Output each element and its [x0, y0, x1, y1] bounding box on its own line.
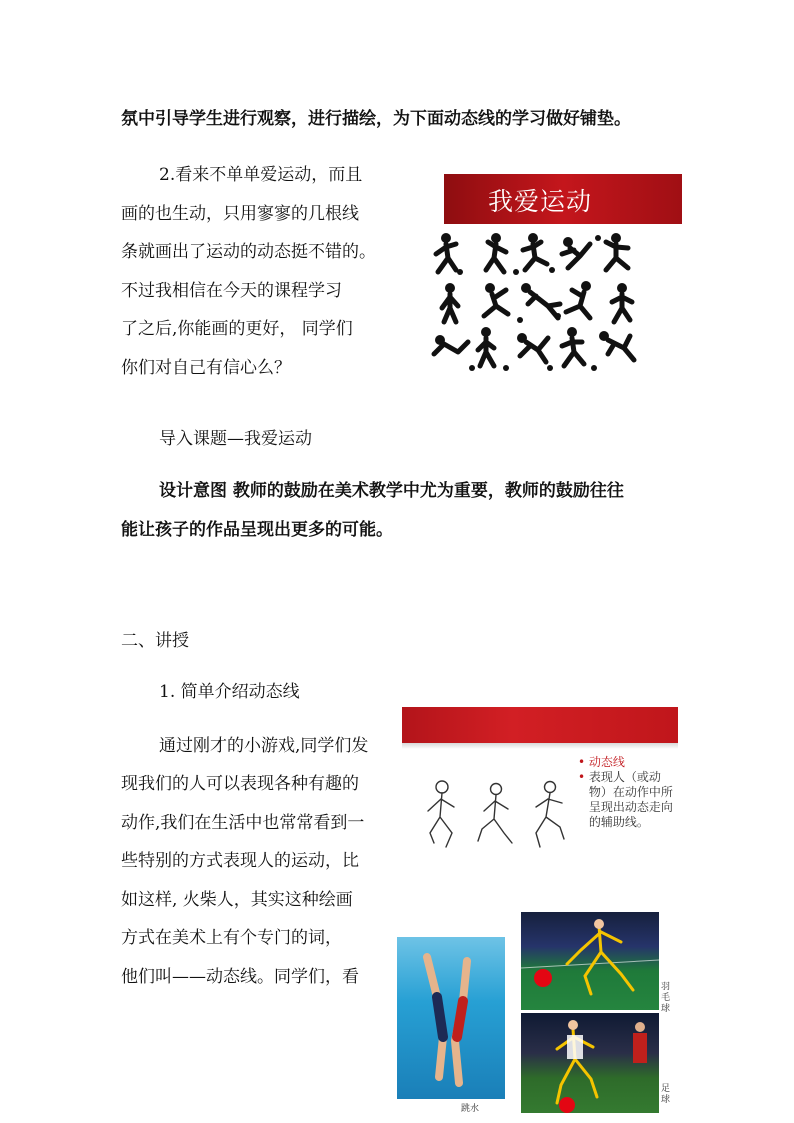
slide2-divider	[402, 743, 678, 749]
soccer-player-illustration	[521, 1013, 659, 1113]
para2-line-4: 不过我相信在今天的课程学习	[121, 281, 342, 301]
section-heading-teaching: 二、讲授	[121, 631, 189, 651]
slide-banner-title: 我爱运动	[488, 187, 593, 216]
bullet-dynamic-line: 动态线	[588, 755, 625, 769]
item-1-heading: 1. 简单介绍动态线	[159, 682, 300, 702]
para3-line-5: 如这样, 火柴人，其实这种绘画	[121, 890, 353, 910]
para2-line-2: 画的也生动，只用寥寥的几根线	[121, 204, 359, 224]
para2-line-3: 条就画出了运动的动态挺不错的。	[121, 242, 376, 262]
slide-dynamic-lines	[402, 707, 678, 889]
badminton-player-illustration	[521, 912, 659, 1010]
caption-badminton: 羽毛球	[661, 982, 671, 1014]
stick-figures-illustration	[424, 777, 574, 867]
slide-banner	[444, 174, 682, 224]
photo-diving	[397, 937, 505, 1099]
photo-badminton	[521, 912, 659, 1010]
para3-line-1: 通过刚才的小游戏,同学们发	[159, 736, 369, 756]
design-intent-line-1: 设计意图 教师的鼓励在美术教学中尤为重要，教师的鼓励往往	[159, 481, 624, 501]
para3-line-2: 现我们的人可以表现各种有趣的	[121, 774, 359, 794]
slide2-bullets: • 动态线 • 表现人（或动物）在动作中所呈现出动态走向的辅助线。	[578, 755, 678, 830]
caption-diving: 跳水	[461, 1104, 480, 1114]
caption-soccer: 足球	[661, 1084, 671, 1105]
para3-line-6: 方式在美术上有个专门的词，	[121, 928, 342, 948]
design-intent-line-2: 能让孩子的作品呈现出更多的可能。	[121, 520, 393, 540]
para3-line-3: 动作,我们在生活中也常常看到一	[121, 813, 365, 833]
photo-soccer	[521, 1013, 659, 1113]
para2-line-5: 了之后,你能画的更好， 同学们	[121, 319, 353, 339]
divers-illustration	[397, 937, 505, 1099]
para3-line-4: 些特别的方式表现人的运动，比	[121, 851, 359, 871]
slide-sports-silhouettes	[428, 172, 682, 382]
athlete-silhouettes-illustration	[428, 228, 682, 378]
intro-topic: 导入课题—我爱运动	[159, 429, 312, 449]
para2-line-6: 你们对自己有信心么？	[121, 358, 291, 378]
slide2-banner	[402, 707, 678, 743]
paragraph-top: 氛中引导学生进行观察，进行描绘，为下面动态线的学习做好铺垫。	[121, 109, 631, 129]
para3-line-7: 他们叫——动态线。同学们，看	[121, 967, 359, 987]
bullet-definition: 表现人（或动物）在动作中所呈现出动态走向的辅助线。	[588, 770, 673, 829]
para2-line-1: 2.看来不单单爱运动，而且	[159, 165, 363, 185]
